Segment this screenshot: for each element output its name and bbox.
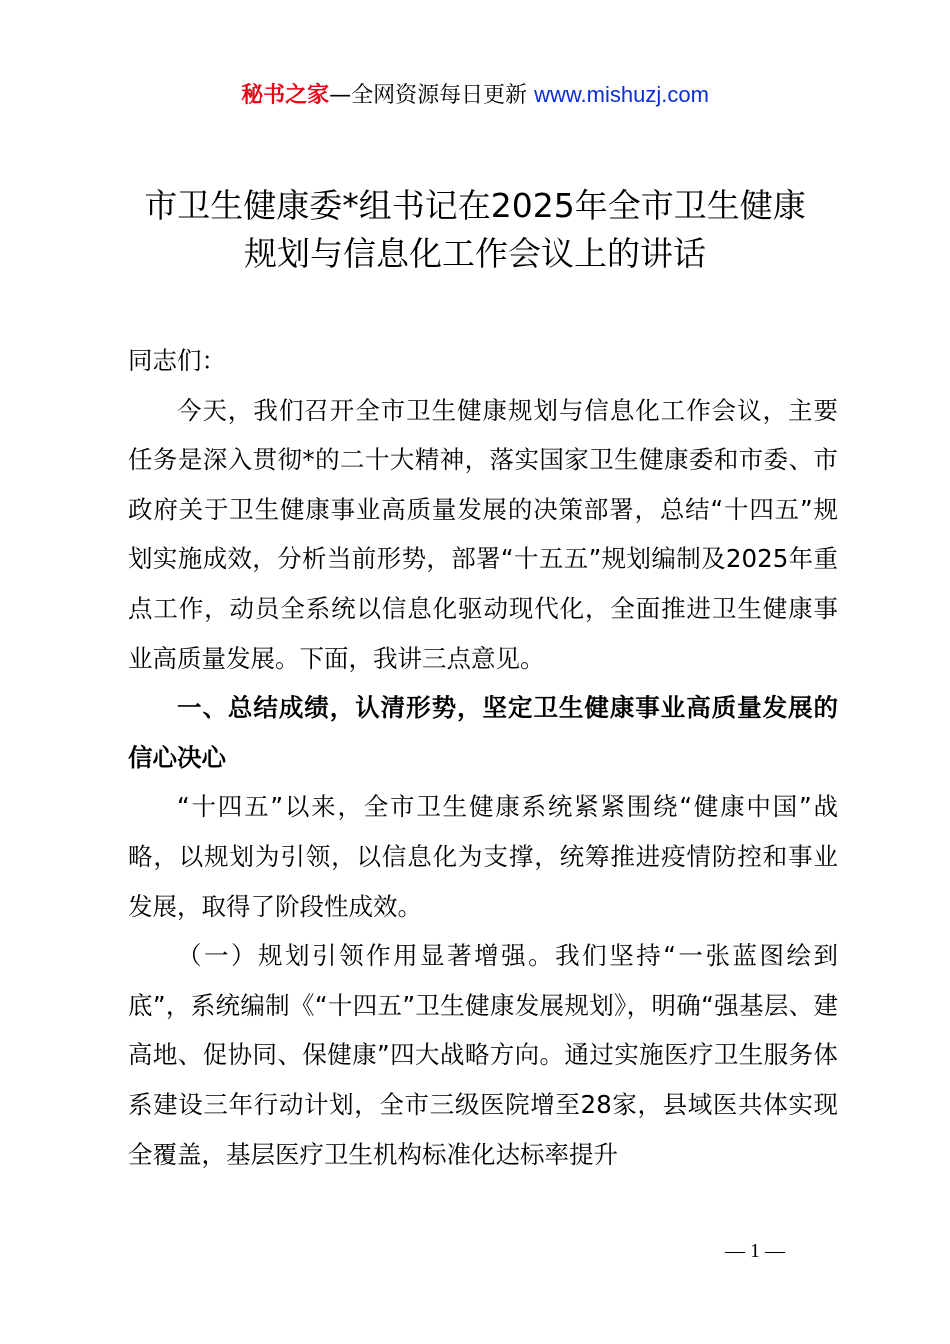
title-line-2: 规划与信息化工作会议上的讲话 (244, 234, 706, 273)
site-header (0, 80, 950, 111)
page-number: — 1 — (725, 1240, 785, 1262)
header-tagline: —全网资源每日更新 (329, 83, 535, 108)
salutation: 同志们： (128, 346, 226, 375)
paragraph-intro: 今天，我们召开全市卫生健康规划与信息化工作会议，主要任务是深入贯彻*的二十大精神，落实国家卫生健康委和市委、市政府关于卫生健康事业高质量发展的决策部署，总结“十四五”规划实施成效，分析当前形势，部署“十五五”规划编制及2025年重点工作，动员全系统以信息化驱动现代化，全面推进卫生健康事业高质量发展。下面，我讲三点意见。 (128, 395, 838, 673)
paragraph-section-1: “十四五”以来，全市卫生健康系统紧紧围绕“健康中国”战略，以规划为引领，以信息化为支撑，统筹推进疫情防控和事业发展，取得了阶段性成效。 (128, 792, 838, 921)
section-heading-1: 一、总结成绩，认清形势，坚定卫生健康事业高质量发展的信心决心 (128, 693, 838, 772)
document-body (128, 336, 838, 1179)
header-url-link[interactable]: www.mishuzj.com (534, 82, 709, 107)
document-title (60, 182, 890, 278)
paragraph-subsection-1: （一）规划引领作用显著增强。我们坚持“一张蓝图绘到底”，系统编制《“十四五”卫生健康发展规划》，明确“强基层、建高地、促协同、保健康”四大战略方向。通过实施医疗卫生服务体系建设三年行动计划，全市三级医院增至28家，县域医共体实现全覆盖，基层医疗卫生机构标准化达标率提升 (128, 941, 838, 1169)
brand-name: 秘书之家 (241, 83, 330, 108)
title-line-1: 市卫生健康委*组书记在2025年全市卫生健康 (144, 186, 806, 225)
